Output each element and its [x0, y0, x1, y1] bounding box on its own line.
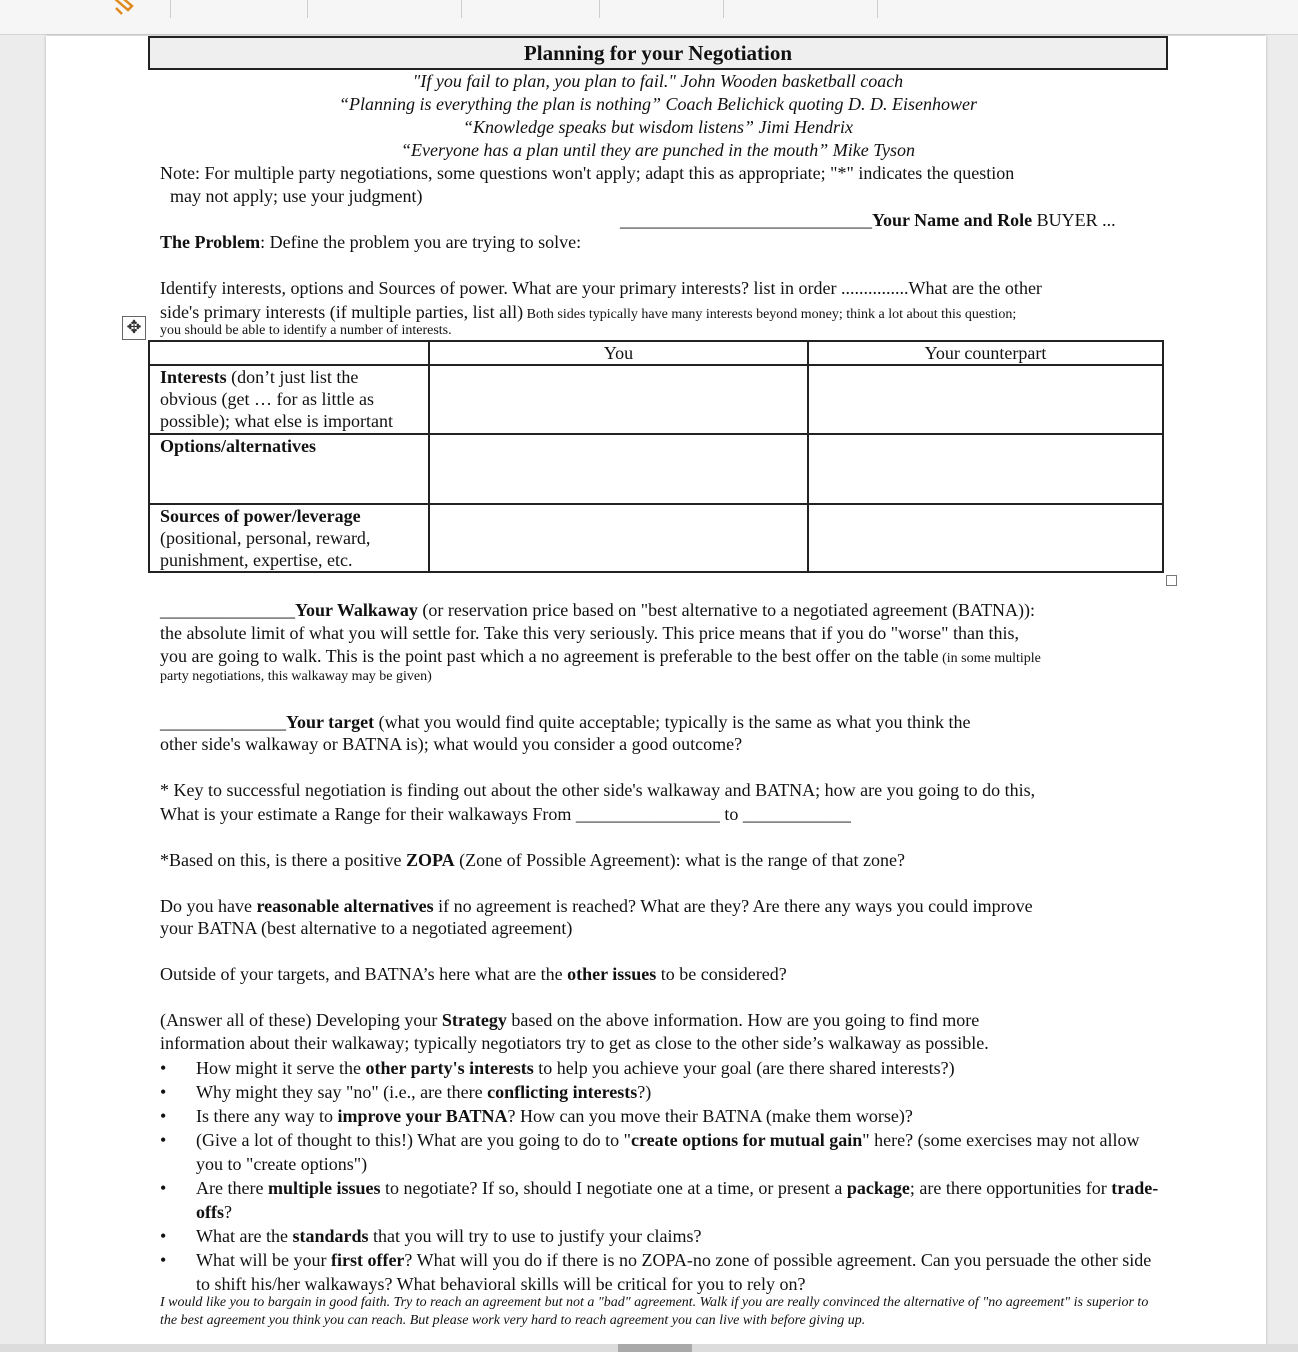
walkaway-label: Your Walkaway	[295, 600, 418, 620]
name-role-value: BUYER ...	[1036, 210, 1116, 230]
list-item: • What will be your first offer? What will you do if there is no ZOPA-no zone of possible agreement. Can you persuade the other side to shift his/her walkaways? What behavioral skills will be critical for you to rely on?	[160, 1248, 1160, 1296]
other-issues-line: Outside of your targets, and BATNA’s here what are the other issues to be considered?	[160, 964, 787, 984]
walkaway-blank[interactable]: _______________	[160, 600, 295, 620]
list-item: • Are there multiple issues to negotiate? If so, should I negotiate one at a time, or present a package; are there opportunities for trade-offs?	[160, 1176, 1160, 1224]
target-label: Your target	[286, 712, 375, 732]
note-line-1: Note: For multiple party negotiations, some questions won't apply; adapt this as appropriate; "*" indicates the question	[160, 163, 1015, 183]
range-from-blank[interactable]: ________________	[575, 804, 720, 824]
target-line-2: other side's walkaway or BATNA is); what would you consider a good outcome?	[160, 734, 743, 754]
cell-power-you[interactable]	[429, 504, 808, 572]
interests-intro-line-1: Identify interests, options and Sources of power. What are your primary interests? list in order ...............What are the other	[160, 278, 1042, 298]
list-item: • Why might they say "no" (i.e., are there conflicting interests?)	[160, 1080, 1160, 1104]
key-line-1: * Key to successful negotiation is finding out about the other side's walkaway and BATNA; how are you going to do this,	[160, 780, 1036, 800]
name-role-field[interactable]	[620, 209, 1116, 231]
note-line-2: may not apply; use your judgment)	[170, 186, 423, 206]
table-corner-cell	[149, 341, 429, 365]
table-resize-handle[interactable]	[1166, 575, 1177, 586]
key-line-2: What is your estimate a Range for their walkaways From ________________ to ____________	[160, 804, 851, 824]
zopa-line: *Based on this, is there a positive ZOPA (Zone of Possible Agreement): what is the range of that zone?	[160, 850, 906, 870]
strategy-bullet-list	[160, 1056, 1160, 1296]
name-role-label: Your Name and Role	[872, 210, 1033, 230]
table-move-handle-icon[interactable]: ✥	[122, 316, 146, 340]
interests-intro-line-2	[160, 301, 1016, 324]
list-item: • Is there any way to improve your BATNA? How can you move their BATNA (make them worse)?	[160, 1104, 1160, 1128]
alternatives-line-1: Do you have reasonable alternatives if no agreement is reached? What are they? Are there any ways you could improve	[160, 896, 1033, 916]
interests-table	[148, 340, 1164, 573]
row-label-power: Sources of power/leverage (positional, personal, reward, punishment, expertise, etc.	[149, 504, 429, 572]
quote-wooden: "If you fail to plan, you plan to fail." John Wooden basketball coach	[412, 71, 904, 91]
document-title: Planning for your Negotiation	[148, 36, 1168, 70]
cell-interests-you[interactable]	[429, 365, 808, 434]
strategy-line-1: (Answer all of these) Developing your Strategy based on the above information. How are you going to find more	[160, 1010, 980, 1030]
scrollbar-thumb[interactable]	[618, 1344, 692, 1352]
interests-intro-main: side's primary interests (if multiple parties, list all)	[160, 302, 524, 322]
footer-note: I would like you to bargain in good faith. Try to reach an agreement but not a "bad" agreement. Walk if you are really convinced the alternative of "no agreement" is superior to the best agreement you think you can reach. But please work very hard to reach agreement you can live with before giving up.	[160, 1295, 1149, 1328]
list-item: • How might it serve the other party's interests to help you achieve your goal (are there shared interests?)	[160, 1056, 1160, 1080]
col-header-you: You	[429, 341, 808, 365]
problem-label: The Problem	[160, 232, 261, 252]
name-blank: ____________________________	[620, 210, 872, 230]
quote-hendrix: “Knowledge speaks but wisdom listens” Jimi Hendrix	[463, 117, 853, 137]
walkaway-line-1: _______________Your Walkaway (or reservation price based on "best alternative to a negotiated agreement (BATNA)):	[160, 600, 1035, 620]
cell-options-you[interactable]	[429, 434, 808, 504]
interests-intro-line-3: you should be able to identify a number of interests.	[160, 323, 452, 338]
alternatives-line-2: your BATNA (best alternative to a negotiated agreement)	[160, 918, 573, 938]
problem-line	[160, 231, 581, 253]
row-label-options: Options/alternatives	[149, 434, 429, 504]
pencil-icon[interactable]	[110, 0, 138, 16]
horizontal-scrollbar[interactable]	[0, 1344, 1298, 1352]
target-line-1: ______________Your target (what you would find quite acceptable; typically is the same as what you think the	[160, 712, 971, 732]
range-to-blank[interactable]: ____________	[742, 804, 851, 824]
problem-text: : Define the problem you are trying to solve:	[260, 232, 582, 252]
walkaway-line-2: the absolute limit of what you will settle for. Take this very seriously. This price means that if you do "worse" than this,	[160, 623, 1019, 643]
walkaway-line-4: party negotiations, this walkaway may be given)	[160, 669, 432, 684]
list-item: • What are the standards that you will try to use to justify your claims?	[160, 1224, 1160, 1248]
cell-power-counterpart[interactable]	[808, 504, 1163, 572]
toolbar	[0, 0, 1298, 35]
quote-tyson: “Everyone has a plan until they are punched in the mouth” Mike Tyson	[401, 140, 915, 160]
cell-interests-counterpart[interactable]	[808, 365, 1163, 434]
interests-intro-small: Both sides typically have many interests beyond money; think a lot about this question;	[523, 307, 1017, 322]
row-label-interests: Interests (don’t just list the obvious (get … for as little as possible); what else is important	[149, 365, 429, 434]
list-item: • (Give a lot of thought to this!) What are you going to do to "create options for mutual gain" here? (some exercises may not allow you to "create options")	[160, 1128, 1160, 1176]
col-header-counterpart: Your counterpart	[808, 341, 1163, 365]
walkaway-line-3: you are going to walk. This is the point past which a no agreement is preferable to the best offer on the table (in some multiple	[160, 646, 1041, 666]
quote-belichick: “Planning is everything the plan is nothing” Coach Belichick quoting D. D. Eisenhower	[339, 94, 977, 114]
strategy-line-2: information about their walkaway; typically negotiators try to get as close to the other side’s walkaway as possible.	[160, 1033, 989, 1053]
target-blank[interactable]: ______________	[160, 712, 286, 732]
cell-options-counterpart[interactable]	[808, 434, 1163, 504]
